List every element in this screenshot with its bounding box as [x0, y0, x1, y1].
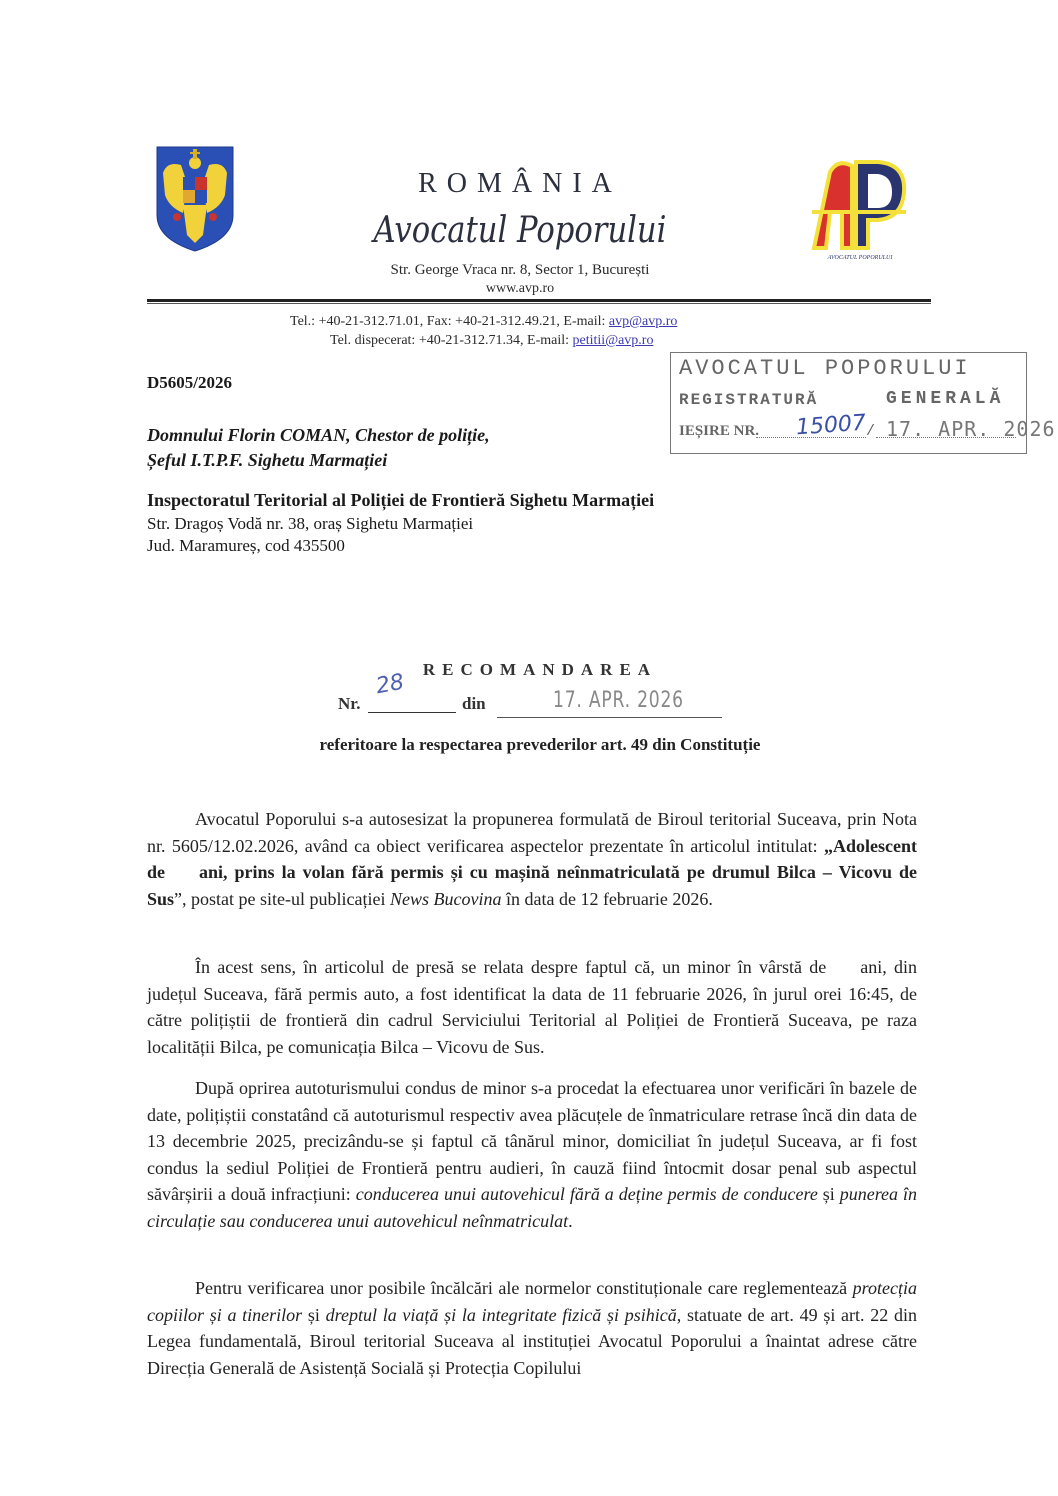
body-paragraph-1	[147, 806, 917, 912]
p1-text: Avocatul Poporului s-a autosesizat la propunerea formulată de Biroul teritorial Suceava, prin Nota nr. 5605/12.02.2026, având ca obiect verificarea aspectelor prezentate în articolul intitulat:	[147, 809, 917, 856]
registry-stamp	[670, 352, 1056, 454]
p4-right-2: dreptul la viață și la integritate fizică și psihică	[325, 1304, 677, 1325]
p3-offense-1: conducerea unui autovehicul fără a deține permis de conducere	[355, 1184, 818, 1204]
contact-phone-fax: Tel.: +40-21-312.71.01, Fax: +40-21-312.49.21, E-mail:	[290, 314, 609, 329]
svg-text:AVOCATUL POPORULUI: AVOCATUL POPORULUI	[827, 255, 893, 261]
p4-text-2: , statuate de art. 49 și art. 22 din Legea fundamentală, Biroul teritorial Suceava al instituției Avocatul Poporului a înaintat adrese către Direcția Generală de Asistență Socială și Protecția Copilului	[147, 1304, 917, 1378]
email-link-avp[interactable]: avp@avp.ro	[608, 314, 678, 329]
document-reference: D5605/2026	[147, 373, 232, 392]
recipient-address-county: Jud. Maramureș, cod 435500	[147, 536, 345, 555]
p2-text-2: ani, din județul Suceava, fără permis auto, a fost identificat la data de 11 februarie 2026, în jurul orei 16:45, de către polițiștii de frontieră din cadrul Serviciului Teritorial al Poliției de Frontieră Suceava, pe raza localității Bilca, pe comunicația Bilca – Vicovu de Sus.	[147, 957, 917, 1057]
body-paragraph-2	[147, 954, 917, 1060]
romania-coat-of-arms-icon	[153, 143, 237, 253]
recipient-name: Domnului Florin COMAN, Chestor de poliție,	[147, 425, 490, 445]
number-underline	[368, 712, 456, 713]
p3-end: .	[568, 1210, 573, 1231]
p3-text: După oprirea autoturismului condus de minor s-a procedat la efectuarea unor verificări în bazele de date, polițiștii constatând că autoturismul respectiv avea plăcuțele de înmatriculare retrase încă din data de 13 decembrie 2025, precizându-se și faptul că tânărul minor, domiciliat în județul Suceava, ar fi fost condus la sediul Poliției de Frontieră pentru audieri, în cauză fiind întocmit dosar penal sub aspectul săvârșirii a două infracțiuni:	[147, 1078, 917, 1204]
stamp-exit-label: IEȘIRE NR.	[679, 423, 760, 439]
email-link-petitii[interactable]: petitii@avp.ro	[572, 333, 654, 348]
p4-text: Pentru verificarea unor posibile încălcări ale normelor constituționale care reglementează	[195, 1278, 853, 1298]
p3-offense-2: punerea în circulație sau conducerea unui autovehicul neînmatriculat	[147, 1184, 917, 1231]
contact-line-2	[330, 333, 850, 349]
recipient-address-street: Str. Dragoș Vodă nr. 38, oraș Sighetu Marmației	[147, 514, 474, 533]
avocatul-poporului-logo-icon	[808, 152, 912, 262]
country-title: ROMÂNIA	[418, 168, 622, 199]
document-subject: referitoare la respectarea prevederilor art. 49 din Constituție	[319, 735, 761, 754]
stamp-separator: /	[866, 423, 876, 440]
p2-text: În acest sens, în articolul de presă se relata despre faptul că, un minor în vârstă de	[195, 957, 827, 977]
p3-conjunction: și	[817, 1184, 840, 1204]
date-underline	[497, 717, 722, 718]
recipient-institution: Inspectoratul Teritorial al Poliției de Frontieră Sighetu Marmației	[147, 490, 655, 510]
recipient-role: Șeful I.T.P.F. Sighetu Marmației	[147, 450, 388, 470]
contact-line-1	[290, 314, 810, 330]
p4-right-1: protecția copiilor și a tinerilor	[147, 1278, 917, 1325]
stamp-registry: REGISTRATURĂ	[679, 391, 819, 409]
p1-article-title-end: ani, prins la volan fără permis și cu mașină neînmatriculată pe drumul Bilca – Vicovu de Sus	[147, 862, 917, 909]
p1-text-2: ”, postat pe site-ul publicației	[174, 888, 390, 909]
contact-dispatcher: Tel. dispecerat: +40-21-312.71.34, E-mail:	[330, 333, 573, 348]
p1-article-title-start: „Adolescent de	[147, 835, 917, 882]
number-label: Nr.	[338, 694, 361, 713]
p1-text-3: în data de 12 februarie 2026.	[501, 888, 713, 909]
handwritten-number: 28	[374, 669, 406, 700]
date-stamp: 17. APR. 2026	[553, 688, 684, 713]
stamp-handwritten-number: 15007	[795, 410, 867, 441]
date-label: din	[462, 694, 486, 713]
institution-website[interactable]: www.avp.ro	[485, 281, 555, 296]
p1-publication-name: News Bucovina	[389, 888, 502, 909]
document-title: RECOMANDAREA	[422, 660, 658, 679]
header-divider	[147, 299, 931, 302]
body-paragraph-4	[147, 1275, 917, 1381]
stamp-date: 17. APR. 2026	[886, 417, 1056, 441]
stamp-general: GENERALĂ	[886, 389, 1005, 409]
p4-conjunction: și	[302, 1304, 326, 1325]
body-paragraph-3	[147, 1075, 917, 1234]
institution-address: Str. George Vraca nr. 8, Sector 1, București	[390, 262, 650, 278]
institution-name: Avocatul Poporului	[373, 210, 667, 251]
stamp-title: AVOCATUL POPORULUI	[679, 356, 971, 381]
header-divider-thin	[147, 303, 931, 304]
